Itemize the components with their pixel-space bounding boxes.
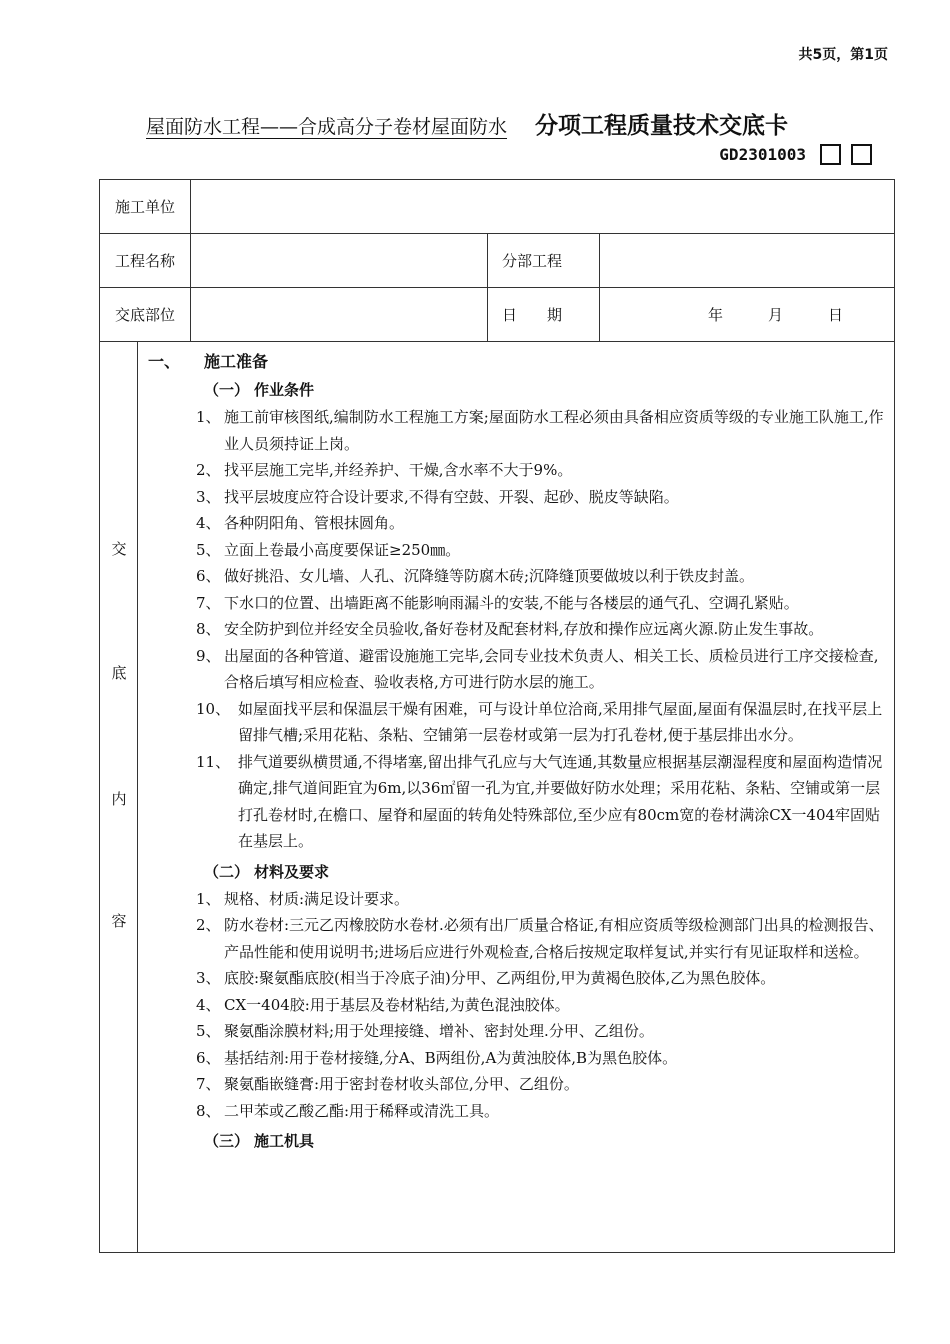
project-name-label: 工程名称 bbox=[100, 234, 191, 288]
item-text: 如屋面找平层和保温层干燥有困难，可与设计单位洽商,采用排气屋面,屋面有保温层时,在找平层上留排气槽;采用花粘、条粘、空铺第一层卷材或第一层为打孔卷材,便于基层排出水分。 bbox=[238, 699, 883, 744]
subsection-title bbox=[204, 859, 890, 886]
document-title bbox=[118, 107, 878, 140]
item-number: 7、 bbox=[196, 593, 221, 612]
page-count: 共5页，第1页 bbox=[798, 47, 888, 63]
info-table bbox=[99, 179, 895, 342]
subsection-title bbox=[204, 1128, 890, 1155]
subsection-number: （二） bbox=[204, 862, 250, 881]
item-text: 聚氨酯涂膜材料;用于处理接缝、增补、密封处理.分甲、乙组份。 bbox=[224, 1022, 654, 1040]
list-item bbox=[196, 484, 890, 511]
list-item bbox=[196, 1045, 890, 1072]
side-label-char: 容 bbox=[111, 912, 127, 930]
form-code-row bbox=[719, 144, 872, 165]
list-item bbox=[196, 965, 890, 992]
side-label-char: 内 bbox=[111, 790, 127, 808]
construction-unit-field[interactable] bbox=[191, 180, 895, 234]
item-text: 排气道要纵横贯通,不得堵塞,留出排气孔应与大气连通,其数量应根据基层潮湿程度和屋面构造情况确定,排气道间距宜为6m,以36㎡留一孔为宜,并要做好防水处理；采用花粘、条粘、空铺或第一层打孔卷材时,在檐口、屋脊和屋面的转角处特殊部位,至少应有80cm宽的卷材满涂CX一404牢固贴在基层上。 bbox=[238, 752, 883, 850]
item-text: 安全防护到位并经安全员验收,备好卷材及配套材料,存放和操作应远离火源.防止发生事故。 bbox=[224, 620, 824, 638]
list-item bbox=[196, 1018, 890, 1045]
item-text: 找平层施工完毕,并经养护、干燥,含水率不大于9%。 bbox=[224, 461, 573, 479]
item-number: 3、 bbox=[196, 969, 221, 987]
item-number: 8、 bbox=[196, 620, 221, 638]
item-number: 7、 bbox=[196, 1075, 221, 1093]
item-text: 各种阴阳角、管根抹圆角。 bbox=[224, 514, 405, 532]
item-number: 8、 bbox=[196, 1101, 221, 1120]
sub-project-field[interactable] bbox=[600, 234, 895, 288]
title-main: 分项工程质量技术交底卡 bbox=[535, 113, 789, 139]
list-item bbox=[196, 749, 890, 855]
item-text: 防水卷材:三元乙丙橡胶防水卷材.必须有出厂质量合格证,有相应资质等级检测部门出具的检测报告、产品性能和使用说明书;进场后应进行外观检查,合格后按规定取样复试,并实行有见证取样和送检。 bbox=[224, 916, 884, 961]
item-number: 11、 bbox=[196, 752, 231, 771]
item-text: 找平层坡度应符合设计要求,不得有空鼓、开裂、起砂、脱皮等缺陷。 bbox=[224, 487, 679, 506]
disclosure-content bbox=[148, 347, 890, 1155]
item-text: 二甲苯或乙酸乙酯:用于稀释或清洗工具。 bbox=[224, 1101, 500, 1120]
list-item bbox=[196, 590, 890, 617]
list-item bbox=[196, 992, 890, 1019]
disclosure-part-field[interactable] bbox=[191, 288, 488, 342]
item-number: 5、 bbox=[196, 1022, 221, 1040]
item-number: 6、 bbox=[196, 1048, 221, 1067]
item-number: 1、 bbox=[196, 889, 221, 908]
item-text: 做好挑沿、女儿墙、人孔、沉降缝等防腐木砖;沉降缝顶要做坡以利于铁皮封盖。 bbox=[224, 567, 755, 585]
table-row bbox=[100, 288, 895, 342]
item-number: 6、 bbox=[196, 567, 221, 585]
item-text: 聚氨酯嵌缝膏:用于密封卷材收头部位,分甲、乙组份。 bbox=[224, 1075, 579, 1093]
disclosure-part-label: 交底部位 bbox=[100, 288, 191, 342]
item-number: 1、 bbox=[196, 408, 221, 426]
item-number: 2、 bbox=[196, 916, 221, 934]
subsection-number: （三） bbox=[204, 1132, 250, 1150]
item-text: 下水口的位置、出墙距离不能影响雨漏斗的安装,不能与各楼层的通气孔、空调孔紧贴。 bbox=[224, 593, 799, 612]
section-title bbox=[148, 347, 890, 377]
side-label-char: 底 bbox=[111, 664, 127, 682]
list-item bbox=[196, 912, 890, 965]
side-label-char: 交 bbox=[111, 540, 127, 558]
list-item bbox=[196, 1098, 890, 1125]
list-item bbox=[196, 696, 890, 749]
item-text: 规格、材质:满足设计要求。 bbox=[224, 889, 410, 908]
side-label-column bbox=[100, 342, 138, 1252]
construction-unit-label: 施工单位 bbox=[100, 180, 191, 234]
list-item bbox=[196, 510, 890, 537]
subsection-title-text: 材料及要求 bbox=[254, 862, 330, 881]
table-row bbox=[100, 180, 895, 234]
item-number: 10、 bbox=[196, 699, 231, 718]
date-label: 日 期 bbox=[488, 288, 600, 342]
subsection-title-text: 作业条件 bbox=[254, 381, 315, 399]
item-number: 3、 bbox=[196, 487, 221, 506]
item-number: 4、 bbox=[196, 514, 221, 532]
item-text: 立面上卷最小高度要保证≥250㎜。 bbox=[224, 540, 461, 559]
table-row bbox=[100, 234, 895, 288]
subsection-title bbox=[204, 377, 890, 404]
item-text: 出屋面的各种管道、避雷设施施工完毕,会同专业技术负责人、相关工长、质检员进行工序交接检查,合格后填写相应检查、验收表格,方可进行防水层的施工。 bbox=[224, 646, 879, 691]
item-number: 5、 bbox=[196, 540, 221, 559]
item-number: 4、 bbox=[196, 995, 221, 1014]
date-field[interactable]: 年 月 日 bbox=[600, 288, 895, 342]
sub-project-label: 分部工程 bbox=[488, 234, 600, 288]
list-item bbox=[196, 537, 890, 564]
subsection-number: （一） bbox=[204, 381, 250, 399]
item-text: 基括结剂:用于卷材接缝,分A、B两组份,A为黄浊胶体,B为黑色胶体。 bbox=[224, 1048, 678, 1067]
section-title-text: 施工准备 bbox=[204, 352, 269, 371]
list-item bbox=[196, 886, 890, 913]
list-item bbox=[196, 457, 890, 484]
item-text: 施工前审核图纸,编制防水工程施工方案;屋面防水工程必须由具备相应资质等级的专业施工队施工,作业人员须持证上岗。 bbox=[224, 408, 884, 453]
list-item bbox=[196, 563, 890, 590]
list-item bbox=[196, 1071, 890, 1098]
subsection-title-text: 施工机具 bbox=[254, 1132, 315, 1150]
item-number: 9、 bbox=[196, 646, 221, 665]
item-text: CX一404胶:用于基层及卷材粘结,为黄色混浊胶体。 bbox=[224, 995, 570, 1014]
item-number: 2、 bbox=[196, 461, 221, 479]
title-subject: 屋面防水工程——合成高分子卷材屋面防水 bbox=[146, 116, 508, 138]
project-name-field[interactable] bbox=[191, 234, 488, 288]
form-code: GD2301003 bbox=[719, 145, 806, 164]
list-item bbox=[196, 616, 890, 643]
item-text: 底胶:聚氨酯底胶(相当于冷底子油)分甲、乙两组份,甲为黄褐色胶体,乙为黑色胶体。 bbox=[224, 969, 776, 987]
section-number: 一、 bbox=[148, 352, 181, 371]
code-checkbox-1[interactable] bbox=[820, 144, 841, 165]
code-checkbox-2[interactable] bbox=[851, 144, 872, 165]
list-item bbox=[196, 643, 890, 696]
list-item bbox=[196, 404, 890, 457]
